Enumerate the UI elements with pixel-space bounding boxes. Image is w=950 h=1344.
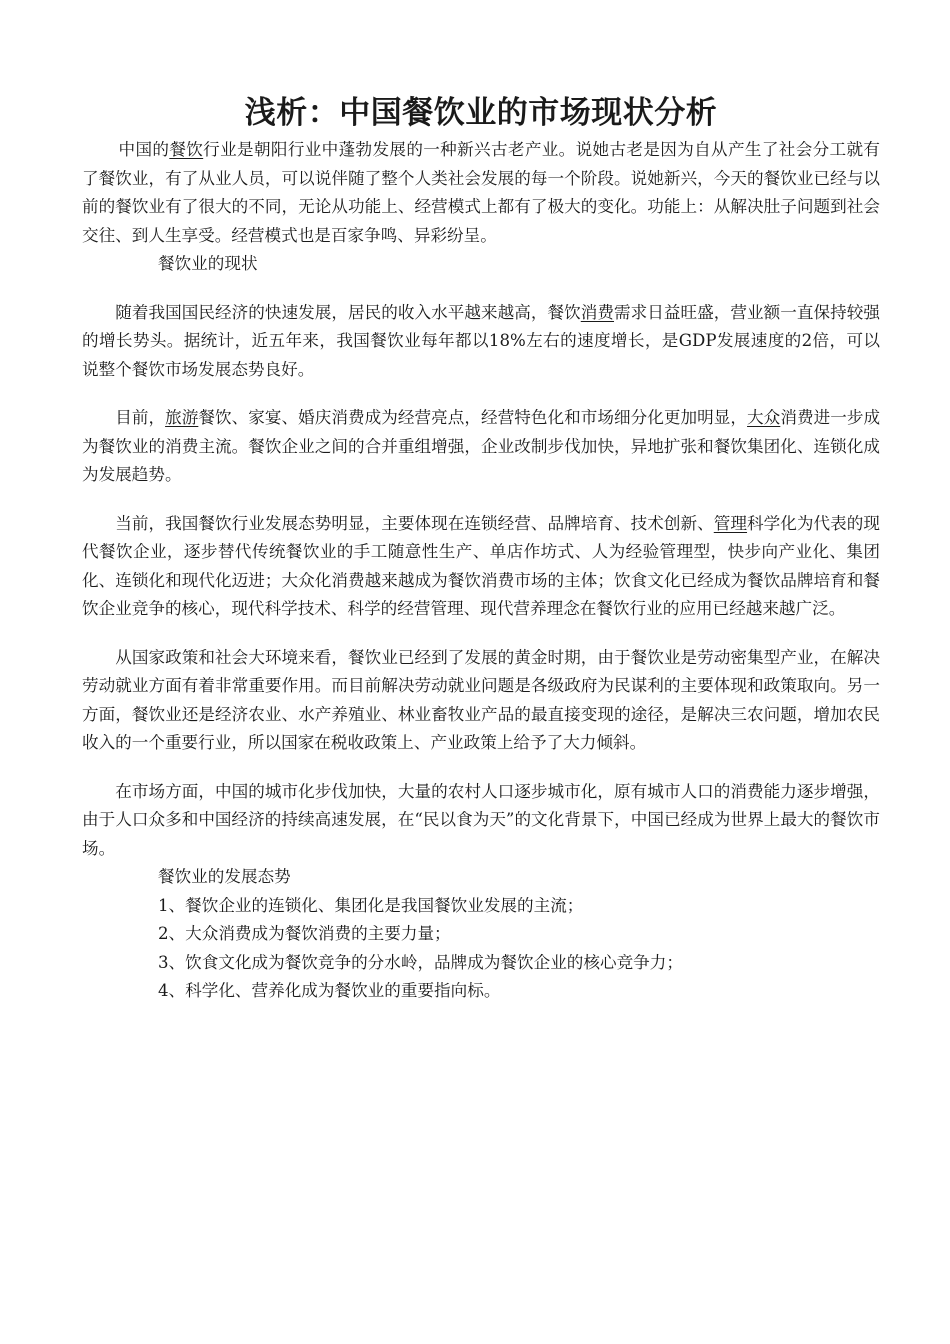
policy-paragraph: 从国家政策和社会大环境来看，餐饮业已经到了发展的黄金时期，由于餐饮业是劳动密集型产业，在解决劳动就业方面有着非常重要作用。而目前解决劳动就业问题是各级政府为民谋利的主要体现和政策取向。另一方面，餐饮业还是经济农业、水产养殖业、林业畜牧业产品的最直接变现的途径，是解决三农问题，增加农民收入的一个重要行业，所以国家在税收政策上、产业政策上给予了大力倾斜。: [82, 647, 880, 752]
intro-text-start: 中国的: [118, 140, 170, 159]
growth-text-rest: 需求日益旺盛，营业额一直保持较强的增长势头。据统计，近五年来，我国餐饮业每年都以18%左右的速度增长，是GDP发展速度的2倍，可以说整个餐饮市场发展态势良好。: [82, 302, 881, 379]
intro-paragraph: [82, 136, 880, 250]
current-text-start: 目前，: [115, 408, 166, 427]
list-item: 1、餐饮企业的连锁化、集团化是我国餐饮业发展的主流；: [158, 895, 584, 915]
document-title: 浅析：中国餐饮业的市场现状分析: [244, 95, 718, 131]
link-consumption[interactable]: 消费: [580, 302, 615, 322]
current-text-rest: 消费进一步成为餐饮业的消费主流。餐饮企业之间的合并重组增强，企业改制步伐加快，异地扩张和餐饮集团化、连锁化成为发展趋势。: [82, 408, 881, 484]
list-item: 3、饮食文化成为餐饮竞争的分水岭，品牌成为餐饮企业的核心竞争力；: [158, 952, 683, 972]
trend-text-rest: 科学化为代表的现代餐饮企业，逐步替代传统餐饮业的手工随意性生产、单店作坊式、人为经验管理型，快步向产业化、集团化、连锁化和现代化迈进；大众化消费越来越成为餐饮消费市场的主体；饮食文化已经成为餐饮品牌培育和餐饮企业竞争的核心，现代科学技术、科学的经营管理、现代营养理念在餐饮行业的应用已经越来越广泛。: [82, 513, 881, 618]
current-text-middle: 餐饮、家宴、婚庆消费成为经营亮点，经营特色化和市场细分化更加明显，: [198, 408, 748, 427]
section-heading-development: 餐饮业的发展态势: [158, 867, 291, 886]
growth-paragraph: [82, 299, 880, 385]
document-page: [82, 90, 880, 1006]
list-item: 4、科学化、营养化成为餐饮业的重要指向标。: [158, 981, 501, 1000]
section-heading-status: 餐饮业的现状: [158, 254, 258, 273]
list-item: 2、大众消费成为餐饮消费的主要力量；: [158, 924, 451, 943]
link-tourism[interactable]: 旅游: [165, 408, 199, 427]
link-management[interactable]: 管理: [713, 513, 748, 533]
intro-text-rest: 行业是朝阳行业中蓬勃发展的一种新兴古老产业。说她古老是因为自从产生了社会分工就有了餐饮业，有了从业人员，可以说伴随了整个人类社会发展的每一个阶段。说她新兴，今天的餐饮业已经与以前的餐饮业有了很大的不同，无论从功能上、经营模式上都有了极大的变化。功能上：从解决肚子问题到社会交往、到人生享受。经营模式也是百家争鸣、异彩纷呈。: [82, 140, 881, 245]
growth-text-start: 随着我国国民经济的快速发展，居民的收入水平越来越高，餐饮: [115, 302, 581, 322]
market-paragraph: 在市场方面，中国的城市化步伐加快，大量的农村人口逐步城市化，原有城市人口的消费能力逐步增强，由于人口众多和中国经济的持续高速发展，在“民以食为天”的文化背景下，中国已经成为世界上最大的餐饮市场。: [82, 781, 880, 858]
link-mass[interactable]: 大众: [747, 408, 781, 427]
link-catering[interactable]: 餐饮: [169, 140, 204, 159]
trend-text-start: 当前，我国餐饮行业发展态势明显，主要体现在连锁经营、品牌培育、技术创新、: [115, 513, 714, 533]
current-paragraph: [82, 404, 880, 490]
trend-paragraph: [82, 510, 880, 624]
